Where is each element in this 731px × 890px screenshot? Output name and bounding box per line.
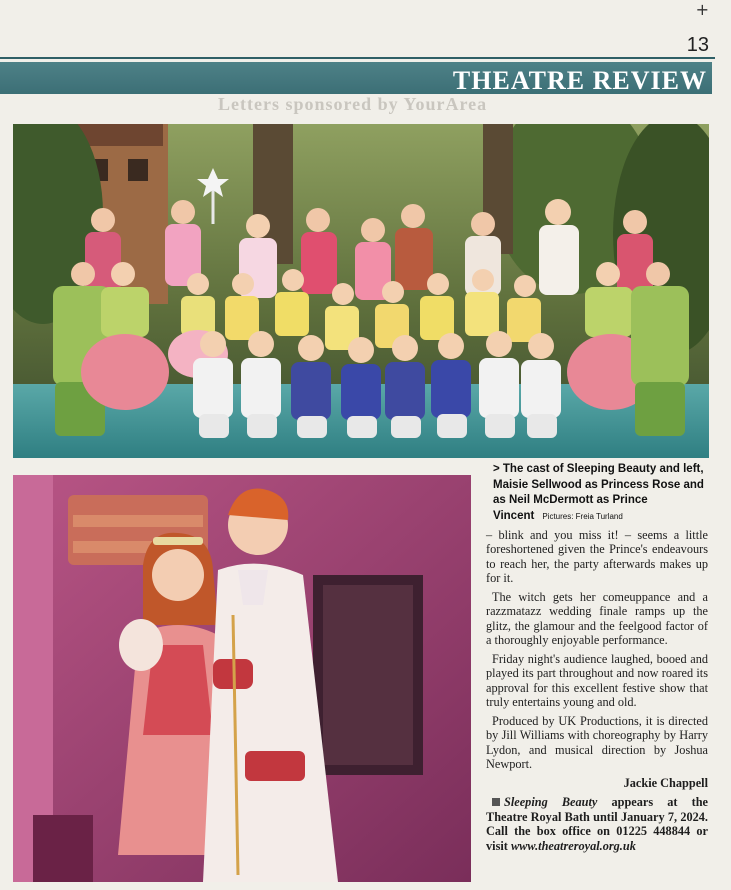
registration-mark: +: [695, 0, 709, 19]
article-body: [486, 528, 708, 858]
show-info-text: appears at the Theatre Royal Bath until January 7, 2024. Call the box office on 01225 448844 or visit: [486, 795, 708, 853]
section-title: THEATRE REVIEW: [452, 66, 707, 95]
bleed-through-text: Letters sponsored by YourArea: [218, 94, 488, 114]
show-info: [486, 795, 708, 853]
photo-caption: [493, 462, 711, 524]
bullet-square-icon: [492, 798, 500, 806]
photo-credit: Pictures: Freia Turland: [542, 511, 623, 521]
article-paragraph: The witch gets her comeuppance and a razzmatazz wedding finale ramps up the glitz, the glamour and the feelgood factor of a thoroughly enjoyable performance.: [486, 590, 708, 647]
show-url: www.theatreroyal.org.uk: [510, 838, 636, 853]
article-byline: Jackie Chappell: [623, 776, 708, 790]
page-number: 13: [686, 34, 709, 56]
article-paragraph: Produced by UK Productions, it is directed by Jill Williams with choreography by Harry Lydon, and musical direction by Joshua Newport.: [486, 714, 708, 771]
caption-text: > The cast of Sleeping Beauty and left, Maisie Sellwood as Princess Rose and as Neil McDermott as Prince Vincent: [493, 463, 704, 522]
article-paragraph: Friday night's audience laughed, booed and played its part throughout and now roared its approval for this excellent festive show that truly entertains young and old.: [486, 652, 708, 709]
header-rule: [0, 57, 715, 59]
article-paragraph: – blink and you miss it! – seems a little foreshortened given the Prince's endeavours to reach her, the party afterwards makes up for it.: [486, 528, 708, 585]
show-title: Sleeping Beauty: [504, 795, 598, 810]
couple-photo: [13, 475, 471, 882]
cast-photo: [13, 124, 709, 458]
